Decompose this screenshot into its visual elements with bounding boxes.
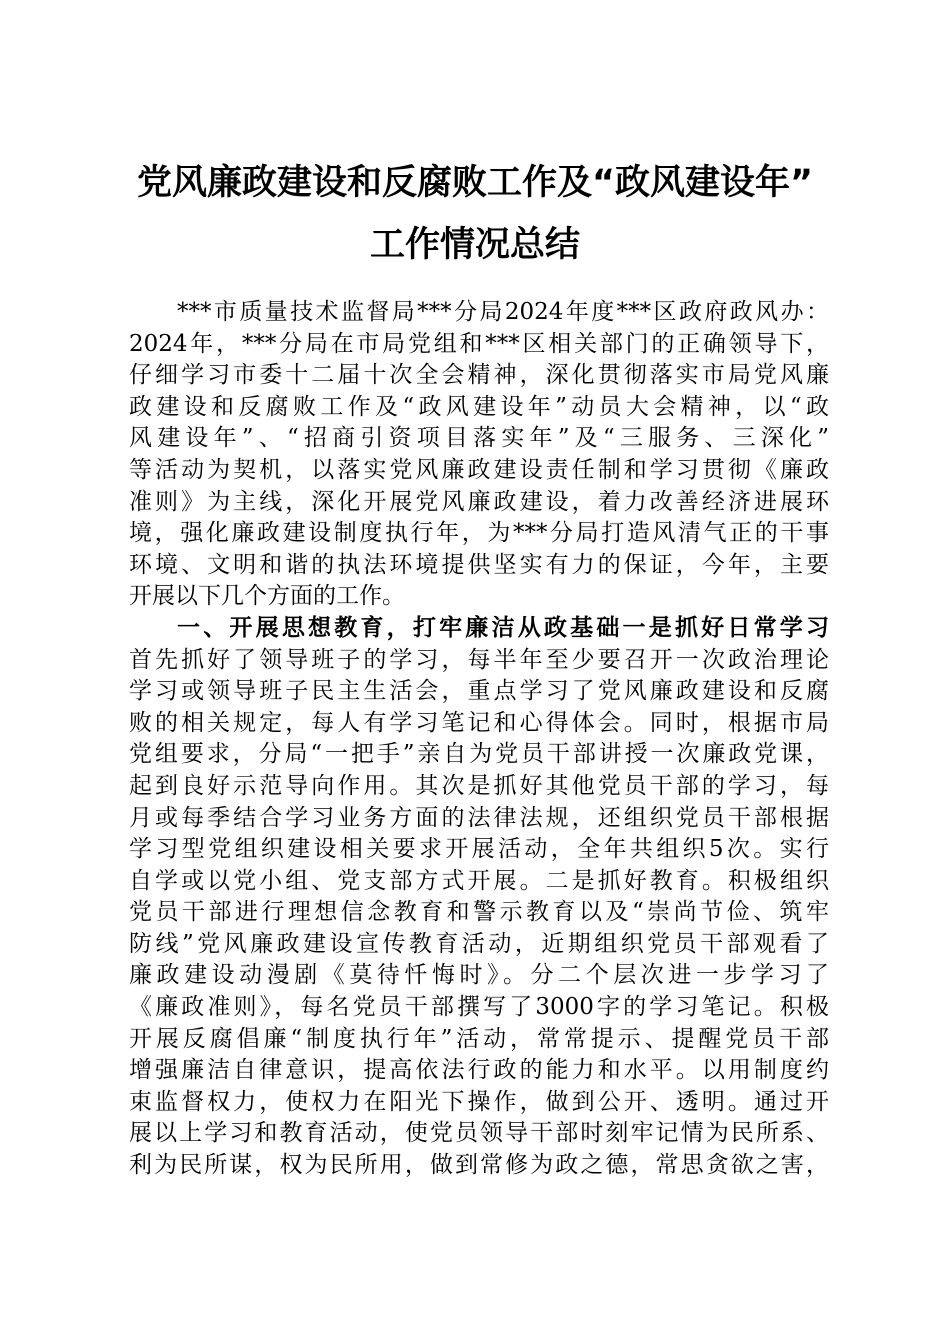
paragraph-line: 展以上学习和教育活动，使党员领导干部时刻牢记情为民所系、 bbox=[129, 1120, 829, 1147]
paragraph-line: 境，强化廉政建设制度执行年，为***分局打造风清气正的干事 bbox=[129, 520, 829, 547]
paragraph-line: 自学或以党小组、党支部方式开展。二是抓好教育。积极组织 bbox=[129, 867, 829, 894]
paragraph-line: 开展以下几个方面的工作。 bbox=[129, 583, 405, 610]
paragraph-line: 学习型党组织建设相关要求开展活动，全年共组织5次。实行 bbox=[129, 836, 829, 863]
paragraph-line: 风建设年”、“招商引资项目落实年”及“三服务、三深化” bbox=[129, 425, 829, 452]
paragraph-line: 党组要求，分局“一把手”亲自为党员干部讲授一次廉政党课， bbox=[129, 741, 829, 768]
section-heading: 一、开展思想教育，打牢廉洁从政基础一是抓好日常学习 bbox=[177, 614, 829, 641]
paragraph-line: 利为民所谋，权为民所用，做到常修为政之德，常思贪欲之害， bbox=[129, 1152, 829, 1179]
paragraph-line: 首先抓好了领导班子的学习，每半年至少要召开一次政治理论 bbox=[129, 646, 829, 673]
paragraph-line: 月或每季结合学习业务方面的法律法规，还组织党员干部根据 bbox=[129, 804, 829, 831]
document-body bbox=[129, 297, 829, 1182]
paragraph-line: 等活动为契机，以落实党风廉政建设责任制和学习贯彻《廉政 bbox=[129, 456, 829, 483]
paragraph-line: 败的相关规定，每人有学习笔记和心得体会。同时，根据市局 bbox=[129, 709, 829, 736]
paragraph-line: 防线”党风廉政建设宣传教育活动，近期组织党员干部观看了 bbox=[129, 930, 829, 957]
paragraph-line: 廉政建设动漫剧《莫待忏悔时》。分二个层次进一步学习了 bbox=[129, 962, 829, 989]
paragraph-line: 仔细学习市委十二届十次全会精神，深化贯彻落实市局党风廉 bbox=[129, 362, 829, 389]
paragraph-line: 学习或领导班子民主生活会，重点学习了党风廉政建设和反腐 bbox=[129, 678, 829, 705]
paragraph-line: 增强廉洁自律意识，提高依法行政的能力和水平。以用制度约 bbox=[129, 1057, 829, 1084]
paragraph-line: 党员干部进行理想信念教育和警示教育以及“崇尚节俭、筑牢 bbox=[129, 899, 829, 926]
paragraph-line: 起到良好示范导向作用。其次是抓好其他党员干部的学习，每 bbox=[129, 772, 829, 799]
document-title-line-2: 工作情况总结 bbox=[369, 225, 580, 265]
paragraph-line: 2024年，***分局在市局党组和***区相关部门的正确领导下， bbox=[129, 330, 829, 357]
paragraph-line: 准则》为主线，深化开展党风廉政建设，着力改善经济进展环 bbox=[129, 488, 829, 515]
paragraph-line: 开展反腐倡廉“制度执行年”活动，常常提示、提醒党员干部 bbox=[129, 1025, 829, 1052]
paragraph-line: 束监督权力，使权力在阳光下操作，做到公开、透明。通过开 bbox=[129, 1088, 829, 1115]
paragraph-line: 环境、文明和谐的执法环境提供坚实有力的保证，今年，主要 bbox=[129, 551, 829, 578]
paragraph-line: 《廉政准则》，每名党员干部撰写了3000字的学习笔记。积极 bbox=[129, 994, 829, 1021]
paragraph-line: ***市质量技术监督局***分局2024年度***区政府政风办： bbox=[177, 299, 829, 325]
document-title-line-1: 党风廉政建设和反腐败工作及“政风建设年” bbox=[136, 163, 813, 203]
paragraph-line: 政建设和反腐败工作及“政风建设年”动员大会精神，以“政 bbox=[129, 393, 829, 420]
